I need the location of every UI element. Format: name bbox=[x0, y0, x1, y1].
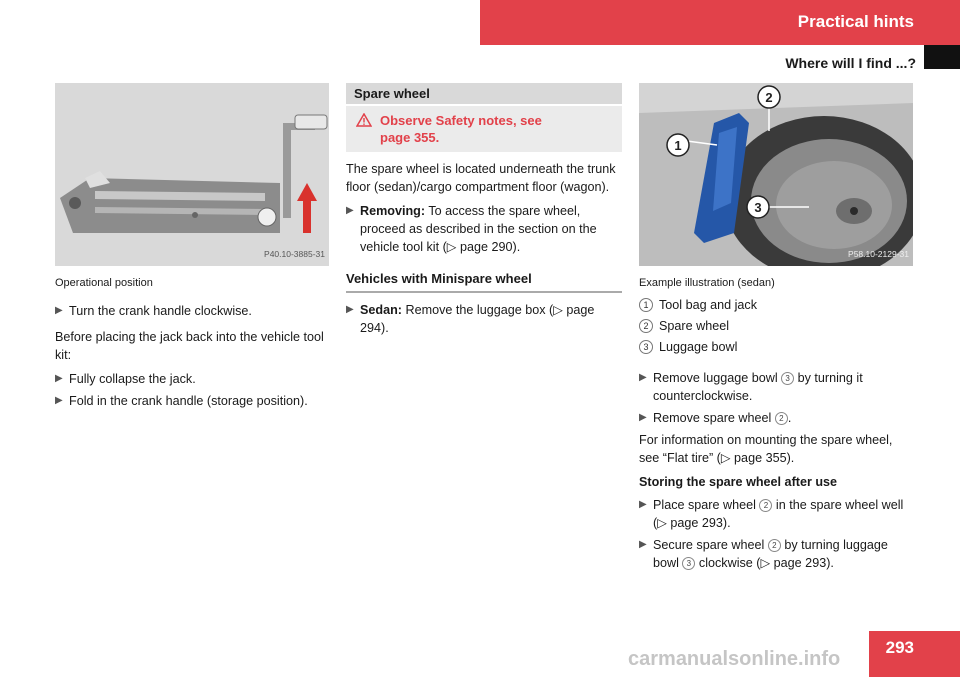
arrow-right-icon: ▶ bbox=[639, 499, 647, 510]
arrow-right-icon: ▶ bbox=[346, 304, 354, 315]
instruction-bullet bbox=[639, 409, 915, 427]
arrow-right-icon: ▶ bbox=[55, 305, 63, 316]
paragraph: For information on mounting the spare wheel, see “Flat tire” (▷ page 355). bbox=[639, 433, 893, 465]
jack-illustration bbox=[55, 83, 329, 266]
section-title-bar: Spare wheel bbox=[346, 83, 622, 104]
legend-number: 3 bbox=[639, 340, 653, 354]
instruction-bullet bbox=[639, 536, 915, 572]
warning-line: page 355. bbox=[380, 130, 440, 145]
bullet-label: Sedan: bbox=[360, 303, 402, 317]
subsection-title: Storing the spare wheel after use bbox=[639, 475, 838, 489]
bullet-text: by turning it counterclockwise. bbox=[653, 371, 863, 403]
callout-1: 1 bbox=[674, 138, 682, 153]
legend-item bbox=[639, 296, 915, 314]
inline-number: 2 bbox=[759, 499, 772, 512]
warning-triangle-icon bbox=[356, 113, 372, 132]
bullet-text: Fold in the crank handle (storage position). bbox=[69, 394, 308, 408]
legend-number: 1 bbox=[639, 298, 653, 312]
column-spare-wheel bbox=[346, 83, 622, 341]
legend-item bbox=[639, 317, 915, 335]
arrow-right-icon: ▶ bbox=[55, 373, 63, 384]
bullet-text: Place spare wheel bbox=[653, 498, 756, 512]
instruction-bullet bbox=[639, 496, 915, 532]
bullet-text: . bbox=[787, 411, 792, 425]
image-caption: Operational position bbox=[55, 277, 153, 289]
bullet-text: Fully collapse the jack. bbox=[69, 372, 196, 386]
column-spare-wheel-illustration bbox=[639, 83, 915, 576]
image-code: P40.10-3885-31 bbox=[264, 249, 325, 259]
inline-number: 2 bbox=[768, 539, 781, 552]
spare-wheel-drawing bbox=[639, 83, 913, 266]
arrow-right-icon: ▶ bbox=[346, 205, 354, 216]
subsection-title: Vehicles with Minispare wheel bbox=[346, 270, 622, 293]
instruction-bullet bbox=[55, 392, 331, 410]
legend-number: 2 bbox=[639, 319, 653, 333]
bullet-text: To access the spare wheel, proceed as described in the section on the vehicle tool kit (▷ page 290). bbox=[360, 204, 597, 254]
instruction-bullet bbox=[346, 301, 622, 337]
legend-item bbox=[639, 338, 915, 356]
inline-number: 3 bbox=[781, 372, 794, 385]
legend-text: Spare wheel bbox=[659, 319, 730, 333]
legend-text: Tool bag and jack bbox=[659, 298, 758, 312]
bullet-text: clockwise (▷ page 293). bbox=[698, 556, 834, 570]
arrow-right-icon: ▶ bbox=[639, 372, 647, 383]
bullet-text: Remove the luggage box (▷ page 294). bbox=[360, 303, 595, 335]
jack-drawing bbox=[55, 83, 329, 266]
paragraph: The spare wheel is located underneath the trunk floor (sedan)/cargo compartment floor (wagon). bbox=[346, 162, 616, 194]
watermark: carmanualsonline.info bbox=[628, 648, 841, 670]
bullet-text: Secure spare wheel bbox=[653, 538, 765, 552]
image-code: P58.10-2129-31 bbox=[848, 249, 909, 259]
warning-box bbox=[346, 106, 622, 152]
thumb-tab bbox=[924, 45, 960, 69]
page-number-box bbox=[869, 631, 960, 677]
bullet-text: Remove spare wheel bbox=[653, 411, 772, 425]
chapter-title: Practical hints bbox=[797, 12, 914, 31]
instruction-bullet bbox=[55, 370, 331, 388]
callout-2: 2 bbox=[765, 90, 773, 105]
bullet-text: Remove luggage bowl bbox=[653, 371, 778, 385]
legend-text: Luggage bowl bbox=[659, 340, 738, 354]
arrow-right-icon: ▶ bbox=[55, 395, 63, 406]
paragraph: Before placing the jack back into the vehicle tool kit: bbox=[55, 330, 324, 362]
spare-wheel-illustration bbox=[639, 83, 913, 266]
image-caption: Example illustration (sedan) bbox=[639, 277, 775, 289]
instruction-bullet bbox=[639, 369, 915, 405]
instruction-bullet bbox=[346, 202, 622, 256]
bullet-label: Removing: bbox=[360, 204, 426, 218]
bullet-text: in the spare wheel well (▷ page 293). bbox=[653, 498, 904, 530]
inline-number: 2 bbox=[775, 412, 788, 425]
column-jack bbox=[55, 83, 331, 414]
bullet-text: by turning luggage bowl bbox=[653, 538, 888, 570]
arrow-right-icon: ▶ bbox=[639, 412, 647, 423]
callout-3: 3 bbox=[754, 200, 762, 215]
warning-line: Observe Safety notes, see bbox=[380, 113, 542, 128]
page-number: 293 bbox=[885, 638, 914, 657]
inline-number: 3 bbox=[682, 557, 695, 570]
instruction-bullet bbox=[55, 302, 331, 320]
arrow-right-icon: ▶ bbox=[639, 539, 647, 550]
section-subtitle: Where will I find ...? bbox=[785, 55, 916, 71]
bullet-text: Turn the crank handle clockwise. bbox=[69, 304, 252, 318]
